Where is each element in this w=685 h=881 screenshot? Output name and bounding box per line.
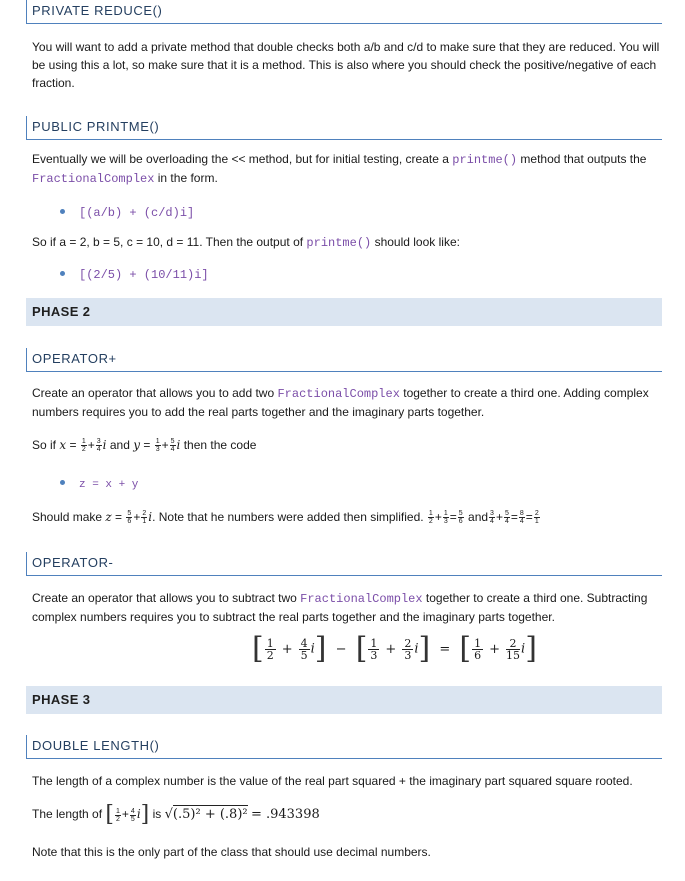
section-heading-printme: PUBLIC PRINTME() bbox=[26, 116, 662, 140]
operator-plus-code-bullet bbox=[60, 474, 138, 494]
printme-form-code: [(a/b) + (c/d)i] bbox=[79, 206, 195, 220]
class-name-code: FractionalComplex bbox=[32, 172, 155, 186]
length-result: = .943398 bbox=[250, 807, 320, 823]
z-variable: z bbox=[105, 510, 112, 524]
imaginary-unit: i bbox=[148, 510, 153, 524]
printme-method-code: printme() bbox=[452, 153, 518, 167]
printme-example-code: printme() bbox=[306, 236, 372, 250]
printme-intro-text-1: Eventually we will be overloading the << method, but for initial testing, create a bbox=[32, 152, 453, 166]
fraction: $\frac{1}{3}$ bbox=[155, 438, 160, 454]
class-name-code: FractionalComplex bbox=[300, 592, 423, 606]
operator-plus-example-line: So if x = $\frac{1}{2}$ + $\frac{3}{4}$ i and y = $\frac{1}{3}$ + $\frac{5}{4}$ i then the code bbox=[32, 438, 257, 454]
is-text: is bbox=[152, 807, 162, 822]
printme-intro-text-3: in the form. bbox=[154, 171, 218, 185]
length-example: The length of [ $\frac{1}{2}$ + $\frac{4}{5}$ i] is √(.5)² + (.8)² = .943398 bbox=[32, 802, 320, 827]
printme-intro-text-2: method that outputs the bbox=[517, 152, 647, 166]
bullet-dot-icon bbox=[60, 480, 65, 485]
subtraction-equation: [ $\frac{1}{2}$ + $\frac{4}{5}$ i] − [ $\frac{1}{3}$ + $\frac{2}{3}$ i] = [ $\frac{1}{6}$ + $\frac{2}{15}$ i] bbox=[252, 631, 537, 666]
fraction: $\frac{5}{6}$ bbox=[458, 510, 463, 526]
operator-plus-result-line: Should make z = $\frac{5}{6}$ + $\frac{2}{1}$ i. Note that he numbers were added then simplified. $\frac{1}{2}$ + $\frac{1}{3}$ = $\frac{5}{6}$ and $\frac{3}{4}$ + $\frac{5}{4}$ = $\frac{8}{4}$ = $\frac{2}{1}$ bbox=[32, 510, 539, 526]
fraction: $\frac{1}{2}$ bbox=[428, 510, 433, 526]
section-heading-operator-plus: OPERATOR+ bbox=[26, 348, 662, 372]
so-if-text: So if bbox=[32, 438, 57, 452]
operator-plus-code: z = x + y bbox=[79, 479, 139, 491]
operator-plus-text-1: Create an operator that allows you to add two bbox=[32, 386, 278, 400]
class-name-code: FractionalComplex bbox=[277, 387, 400, 401]
and-text: and bbox=[109, 438, 130, 452]
fraction: $\frac{5}{4}$ bbox=[170, 438, 175, 454]
section-heading-operator-minus: OPERATOR- bbox=[26, 552, 662, 576]
printme-output-bullet bbox=[60, 265, 209, 284]
fraction: $\frac{5}{6}$ bbox=[127, 510, 132, 526]
printme-output-code: [(2/5) + (10/11)i] bbox=[79, 268, 209, 282]
fraction: $\frac{8}{4}$ bbox=[519, 510, 524, 526]
printme-intro bbox=[32, 150, 662, 188]
fraction: $\frac{3}{4}$ bbox=[96, 438, 101, 454]
operator-plus-description bbox=[32, 384, 662, 421]
length-note: Note that this is the only part of the class that should use decimal numbers. bbox=[32, 845, 431, 859]
length-description: The length of a complex number is the value of the real part squared + the imaginary part squared square rooted. bbox=[32, 774, 633, 788]
section-heading-reduce: PRIVATE REDUCE() bbox=[26, 0, 662, 24]
length-example-text: The length of bbox=[32, 807, 103, 822]
section-heading-length: DOUBLE LENGTH() bbox=[26, 735, 662, 759]
operator-minus-text-1: Create an operator that allows you to subtract two bbox=[32, 591, 301, 605]
imaginary-unit: i bbox=[176, 438, 181, 452]
imaginary-unit: i bbox=[102, 438, 107, 452]
simplified-note: Note that he numbers were added then simplified. bbox=[158, 510, 424, 524]
fraction: $\frac{1}{2}$ bbox=[81, 438, 86, 454]
reduce-description: You will want to add a private method that double checks both a/b and c/d to make sure that they are reduced. You will be using this a lot, so make sure that it is a method. This is also where you should check the positive/negative of each fraction. bbox=[32, 40, 660, 90]
printme-example bbox=[32, 233, 662, 252]
operator-plus-text-2: together to create a third one. Adding complex numbers requires you to add the real parts together and the imaginary parts together. bbox=[32, 386, 649, 419]
then-code-text: then the code bbox=[183, 438, 257, 452]
operator-minus-text-2: together to create a third one. Subtracting complex numbers requires you to subtract the real parts together and the imaginary parts together. bbox=[32, 591, 648, 624]
square-root-expression: √(.5)² + (.8)² bbox=[164, 807, 248, 823]
bullet-dot-icon bbox=[60, 271, 65, 276]
operator-minus-description bbox=[32, 589, 662, 626]
phase-2-heading: PHASE 2 bbox=[26, 298, 662, 326]
fraction: $\frac{1}{3}$ bbox=[443, 510, 448, 526]
printme-example-text-1: So if a = 2, b = 5, c = 10, d = 11. Then the output of bbox=[32, 235, 307, 249]
and-text: and bbox=[468, 510, 489, 524]
fraction: $\frac{2}{1}$ bbox=[142, 510, 147, 526]
fraction: $\frac{2}{1}$ bbox=[534, 510, 539, 526]
fraction: $\frac{3}{4}$ bbox=[490, 510, 494, 526]
bullet-dot-icon bbox=[60, 209, 65, 214]
fraction: $\frac{5}{4}$ bbox=[504, 510, 509, 526]
should-make-text: Should make bbox=[32, 510, 103, 524]
x-variable: x bbox=[59, 438, 67, 452]
phase-3-heading: PHASE 3 bbox=[26, 686, 662, 714]
printme-form-bullet bbox=[60, 203, 194, 222]
y-variable: y bbox=[133, 438, 140, 452]
printme-example-text-2: should look like: bbox=[371, 235, 460, 249]
